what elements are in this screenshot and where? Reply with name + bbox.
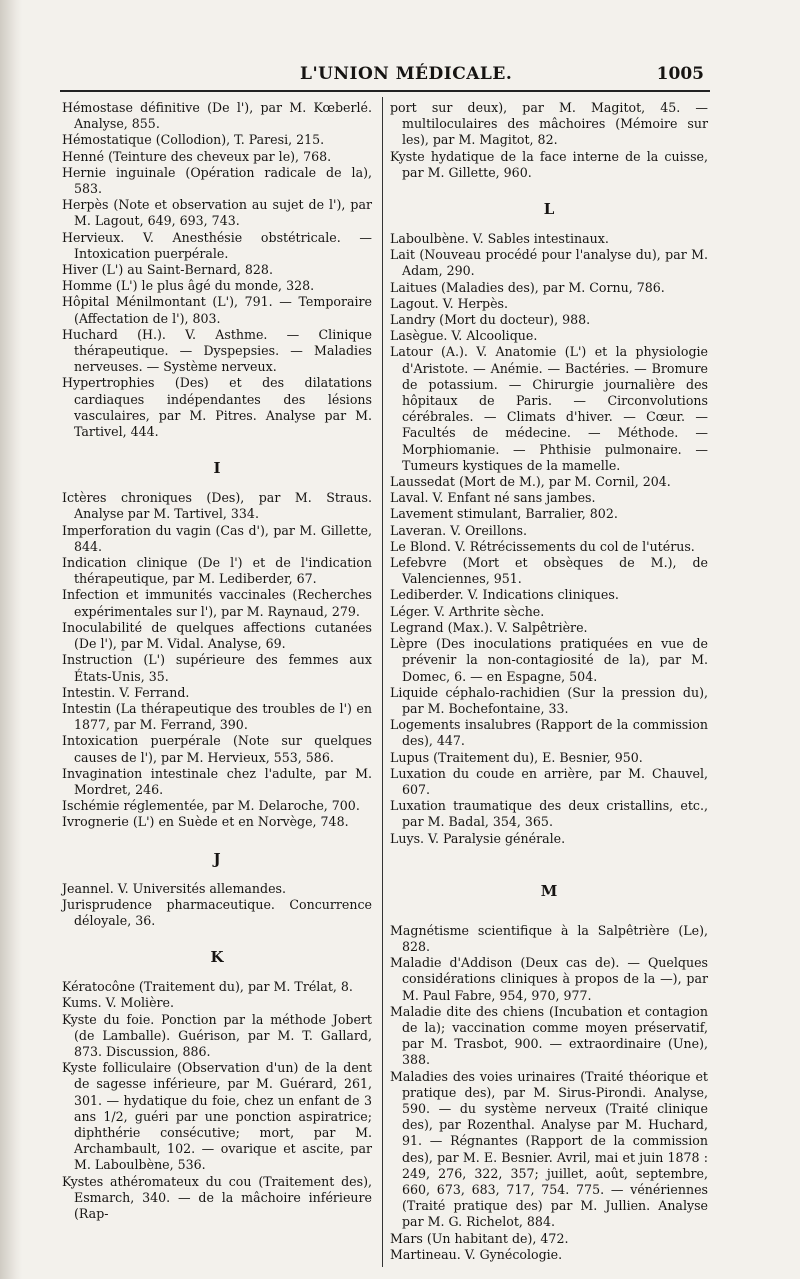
index-entry: Inoculabilité de quelques affections cutanées (De l'), par M. Vidal. Analyse, 69.: [62, 619, 372, 652]
index-entry: Homme (L') le plus âgé du monde, 328.: [62, 278, 315, 294]
page-number: 1005: [656, 64, 704, 84]
index-entry: Hémostatique (Collodion), T. Paresi, 215.: [62, 132, 325, 148]
index-entry: Luxation traumatique des deux cristallins, etc., par M. Badal, 354, 365.: [390, 798, 708, 830]
index-entry: Laussedat (Mort de M.), par M. Cornil, 204.: [390, 474, 671, 490]
section-letter: M: [540, 881, 558, 900]
section-gap: [390, 181, 708, 197]
index-entry: Laveran. V. Oreillons.: [390, 522, 528, 538]
index-entry: Landry (Mort du docteur), 988.: [390, 312, 591, 328]
index-entry: Henné (Teinture des cheveux par le), 768.: [62, 148, 332, 164]
index-entry: Ictères chroniques (Des), par M. Straus. Analyse par M. Tartivel, 334.: [62, 490, 372, 522]
section-gap: [62, 831, 372, 847]
section-gap: [62, 969, 372, 979]
index-entry: Maladie d'Addison (Deux cas de). — Quelques considérations cliniques à propos de la —), par M. Paul Fabre, 954, 970, 977.: [390, 955, 708, 1003]
index-entry: Infection et immunités vaccinales (Recherches expérimentales sur l'), par M. Raynaud, 279.: [62, 587, 372, 619]
index-entry: Lèpre (Des inoculations pratiquées en vue de prévenir la non-contagiosité de la), par M. Domec, 6. — en Espagne, 504.: [390, 636, 708, 684]
running-title: L'UNION MÉDICALE.: [300, 64, 513, 84]
section-letter: K: [210, 948, 224, 967]
index-entry: Latour (A.). V. Anatomie (L') et la physiologie d'Aristote. — Anémie. — Bactéries. — Bromure de potassium. — Chirurgie journalière des hôpitaux de Paris. — Circonvolutions cérébrales. — Climats d'hiver. — Cœur. — Facultés de médecine. — Méthode. — Morphiomanie. — Phthisie pulmonaire. — Tumeurs kystiques de la mamelle.: [390, 344, 708, 473]
index-entry: Lasègue. V. Alcoolique.: [390, 328, 538, 344]
section-gap: [62, 480, 372, 490]
index-entry: Magnétisme scientifique à la Salpêtrière (Le), 828.: [390, 922, 708, 954]
index-entry: Kystes athéromateux du cou (Traitement des), Esmarch, 340. — de la mâchoire inférieure (Rap-: [62, 1173, 372, 1221]
index-entry: Hernie inguinale (Opération radicale de la), 583.: [62, 164, 372, 197]
index-entry: Herpès (Note et observation au sujet de l'), par M. Lagout, 649, 693, 743.: [62, 197, 372, 229]
index-entry: port sur deux), par M. Magitot, 45. — multiloculaires des mâchoires (Mémoire sur les), par M. Magitot, 82.: [390, 100, 708, 148]
index-entry: Hypertrophies (Des) et des dilatations cardiaques indépendantes des lésions vasculaires, par M. Pitres. Analyse par M. Tartivel, 444.: [62, 375, 372, 440]
index-entry: Maladie dite des chiens (Incubation et contagion de la); vaccination comme moyen préservatif, par M. Trasbot, 900. — extraordinaire (Une), 388.: [390, 1003, 708, 1068]
page-header: [60, 64, 710, 90]
index-entry: Lait (Nouveau procédé pour l'analyse du), par M. Adam, 290.: [390, 247, 708, 279]
index-entry: Léger. V. Arthrite sèche.: [390, 603, 545, 619]
section-gap: [62, 440, 372, 456]
index-entry: Huchard (H.). V. Asthme. — Clinique thérapeutique. — Dyspepsies. — Maladies nerveuses. — Système nerveux.: [62, 326, 372, 375]
section-gap: [390, 221, 708, 231]
index-entry: Imperforation du vagin (Cas d'), par M. Gillette, 844.: [62, 522, 372, 554]
index-entry: Lefebvre (Mort et obsèques de M.), de Valenciennes, 951.: [390, 555, 708, 587]
index-entry: Maladies des voies urinaires (Traité théorique et pratique des), par M. Sirus-Pirondi. Analyse, 590. — du système nerveux (Traité clinique des), par Rozenthal. Analyse par M. Huchard, 91. — Régnantes (Rapport de la commission des), par M. E. Besnier. Avril, mai et juin 1878 : 249, 276, 322, 357; juillet, août, septembre, 660, 673, 683, 717, 754. 775. — vénériennes (Traité pratique des) par M. Jullien. Analyse par M. G. Richelot, 884.: [390, 1068, 708, 1230]
index-entry: Liquide céphalo-rachidien (Sur la pression du), par M. Bochefontaine, 33.: [390, 684, 708, 716]
index-entry: Laitues (Maladies des), par M. Cornu, 786.: [390, 279, 665, 295]
section-gap: [390, 847, 708, 879]
index-entry: Lediberder. V. Indications cliniques.: [390, 587, 619, 603]
index-entry: Kyste du foie. Ponction par la méthode Jobert (de Lamballe). Guérison, par M. T. Gallard, 873. Discussion, 886.: [62, 1011, 372, 1059]
index-entry: Luys. V. Paralysie générale.: [390, 830, 566, 846]
index-entry: Kums. V. Molière.: [62, 995, 175, 1011]
index-column-left: [62, 100, 372, 1222]
index-entry: Laval. V. Enfant né sans jambes.: [390, 490, 596, 506]
section-gap: [62, 929, 372, 945]
header-rule: [60, 90, 710, 92]
section-gap: [62, 871, 372, 881]
index-entry: Ischémie réglementée, par M. Delaroche, 700.: [62, 798, 360, 814]
book-spine-shadow: [0, 0, 22, 1279]
index-entry: Lagout. V. Herpès.: [390, 295, 509, 311]
index-entry: Legrand (Max.). V. Salpêtrière.: [390, 619, 588, 635]
index-entry: Kyste folliculaire (Observation d'un) de la dent de sagesse inférieure, par M. Guérard, 261, 301. — hydatique du foie, chez un enfant de 3 ans 1/2, guéri par une ponction aspiratrice; diphthérie consécutive; mort, par M. Archambault, 102. — ovarique et ascite, par M. Laboulbène, 536.: [62, 1060, 372, 1173]
section-letter: J: [213, 849, 221, 868]
index-entry: Hémostase définitive (De l'), par M. Kœberlé. Analyse, 855.: [62, 100, 372, 132]
index-entry: Hiver (L') au Saint-Bernard, 828.: [62, 262, 273, 278]
index-column-right: [390, 100, 708, 1263]
index-entry: Invagination intestinale chez l'adulte, par M. Mordret, 246.: [62, 765, 372, 797]
index-entry: Ivrognerie (L') en Suède et en Norvège, 748.: [62, 814, 349, 830]
index-entry: Hervieux. V. Anesthésie obstétricale. — Intoxication puerpérale.: [62, 229, 372, 261]
index-entry: Laboulbène. V. Sables intestinaux.: [390, 231, 609, 247]
index-entry: Jeannel. V. Universités allemandes.: [62, 880, 286, 896]
index-entry: Martineau. V. Gynécologie.: [390, 1246, 563, 1262]
index-entry: Logements insalubres (Rapport de la commission des), 447.: [390, 717, 708, 749]
index-entry: Mars (Un habitant de), 472.: [390, 1230, 569, 1246]
column-divider: [382, 97, 383, 1267]
index-entry: Intoxication puerpérale (Note sur quelques causes de l'), par M. Hervieux, 553, 586.: [62, 733, 372, 765]
index-entry: Instruction (L') supérieure des femmes aux États-Unis, 35.: [62, 652, 372, 684]
index-entry: Le Blond. V. Rétrécissements du col de l'utérus.: [390, 538, 695, 554]
section-letter: L: [543, 200, 555, 219]
index-entry: Indication clinique (De l') et de l'indication thérapeutique, par M. Lediberder, 67.: [62, 555, 372, 587]
index-entry: Lupus (Traitement du), E. Besnier, 950.: [390, 749, 643, 765]
index-entry: Kératocône (Traitement du), par M. Trélat, 8.: [62, 979, 353, 995]
section-letter: I: [213, 459, 221, 478]
index-entry: Jurisprudence pharmaceutique. Concurrence déloyale, 36.: [62, 896, 372, 928]
index-entry: Luxation du coude en arrière, par M. Chauvel, 607.: [390, 765, 708, 797]
index-entry: Intestin. V. Ferrand.: [62, 684, 190, 700]
index-entry: Kyste hydatique de la face interne de la cuisse, par M. Gillette, 960.: [390, 148, 708, 180]
index-entry: Lavement stimulant, Barralier, 802.: [390, 506, 618, 522]
index-entry: Intestin (La thérapeutique des troubles de l') en 1877, par M. Ferrand, 390.: [62, 700, 372, 733]
index-entry: Hôpital Ménilmontant (L'), 791. — Temporaire (Affectation de l'), 803.: [62, 294, 372, 326]
section-gap: [390, 903, 708, 923]
